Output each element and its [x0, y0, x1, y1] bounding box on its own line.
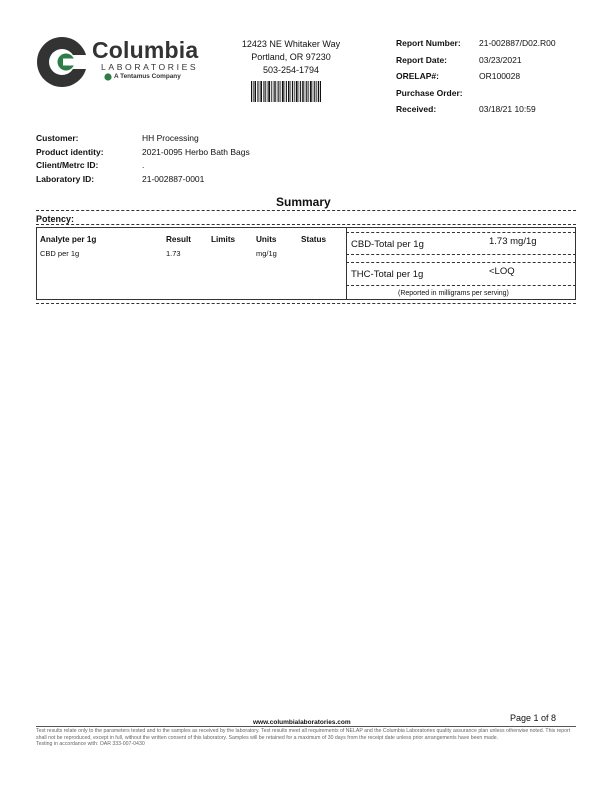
address-phone: 503-254-1794: [262, 65, 320, 75]
report-number: 21-002887/D02.R00: [479, 38, 556, 48]
product-label: Product identity:: [36, 146, 104, 157]
potency-table-divider: [346, 227, 347, 300]
lab-id-row: [36, 174, 250, 188]
header-status: Status: [301, 235, 327, 244]
purchase-order-label: Purchase Order:: [396, 87, 463, 98]
report-number-row: [396, 38, 556, 55]
divider: [36, 224, 576, 225]
summary-title: Summary: [276, 195, 331, 209]
product-identity: 2021-0095 Herbo Bath Bags: [142, 146, 250, 157]
barcode: [251, 81, 321, 102]
disclaimer-text: Test results relate only to the parameters tested and to the samples as received by the laboratory. Test results meet all requirements of NELAP and the Columbia Laboratories quality assurance plan unless otherwise noted. This report shall not be reproduced, except in full, without the written consent of this laboratory. Samples will be retained for a maximum of 30 days from the receipt date unless prior arrangements have been made.: [36, 728, 571, 741]
row-units: mg/1g: [256, 249, 277, 258]
report-number-label: Report Number:: [396, 38, 461, 48]
company-tagline: A Tentamus Company: [114, 73, 181, 80]
cbd-total-value: 1.73 mg/1g: [489, 236, 537, 247]
received-row: [396, 104, 556, 121]
client-row: [36, 160, 250, 174]
divider: [36, 303, 576, 304]
customer-name: HH Processing: [142, 133, 199, 143]
row-result: 1.73: [166, 249, 181, 258]
divider: [346, 285, 576, 286]
purchase-order-row: [396, 88, 556, 105]
divider: [346, 232, 576, 233]
page-number: Page 1 of 8: [510, 713, 557, 723]
orelap-label: ORELAP#:: [396, 71, 439, 81]
product-row: [36, 147, 250, 161]
testing-accordance: Testing in accordance with: OAR 333-007-0430: [36, 741, 145, 748]
header-result: Result: [166, 235, 192, 244]
customer-label: Customer:: [36, 133, 79, 143]
lab-address: [232, 38, 350, 77]
header-analyte: Analyte per 1g: [40, 235, 97, 244]
customer-info: [36, 133, 250, 187]
report-info: [396, 38, 556, 121]
footer-rule: [36, 726, 576, 727]
divider: [346, 254, 576, 255]
row-analyte: CBD per 1g: [40, 249, 80, 258]
reporting-note: (Reported in milligrams per serving): [398, 290, 509, 297]
address-street: 12423 NE Whitaker Way: [241, 39, 341, 49]
lab-id-label: Laboratory ID:: [36, 173, 95, 184]
client-label: Client/Metrc ID:: [36, 160, 99, 171]
disclaimer: [36, 728, 576, 748]
client-id: .: [142, 160, 145, 171]
orelap-number: OR100028: [479, 71, 521, 81]
company-name: Columbia: [92, 37, 199, 63]
cbd-total-label: CBD-Total per 1g: [351, 239, 424, 250]
received-label: Received:: [396, 104, 437, 114]
header-units: Units: [256, 235, 277, 244]
divider: [346, 262, 576, 263]
report-date-row: [396, 55, 556, 72]
potency-label: Potency:: [36, 214, 75, 224]
customer-row: [36, 133, 250, 147]
header-limits: Limits: [211, 235, 236, 244]
address-city: Portland, OR 97230: [251, 52, 331, 62]
company-division: LABORATORIES: [101, 62, 199, 72]
report-date: 03/23/2021: [479, 54, 522, 65]
website-link[interactable]: www.columbialaboratories.com: [253, 719, 351, 726]
report-date-label: Report Date:: [396, 54, 448, 65]
received-date: 03/18/21 10:59: [479, 104, 536, 114]
divider: [36, 210, 576, 211]
laboratory-id: 21-002887-0001: [142, 173, 205, 184]
thc-total-value: <LOQ: [489, 266, 515, 277]
orelap-row: [396, 71, 556, 88]
thc-total-label: THC-Total per 1g: [351, 269, 424, 280]
